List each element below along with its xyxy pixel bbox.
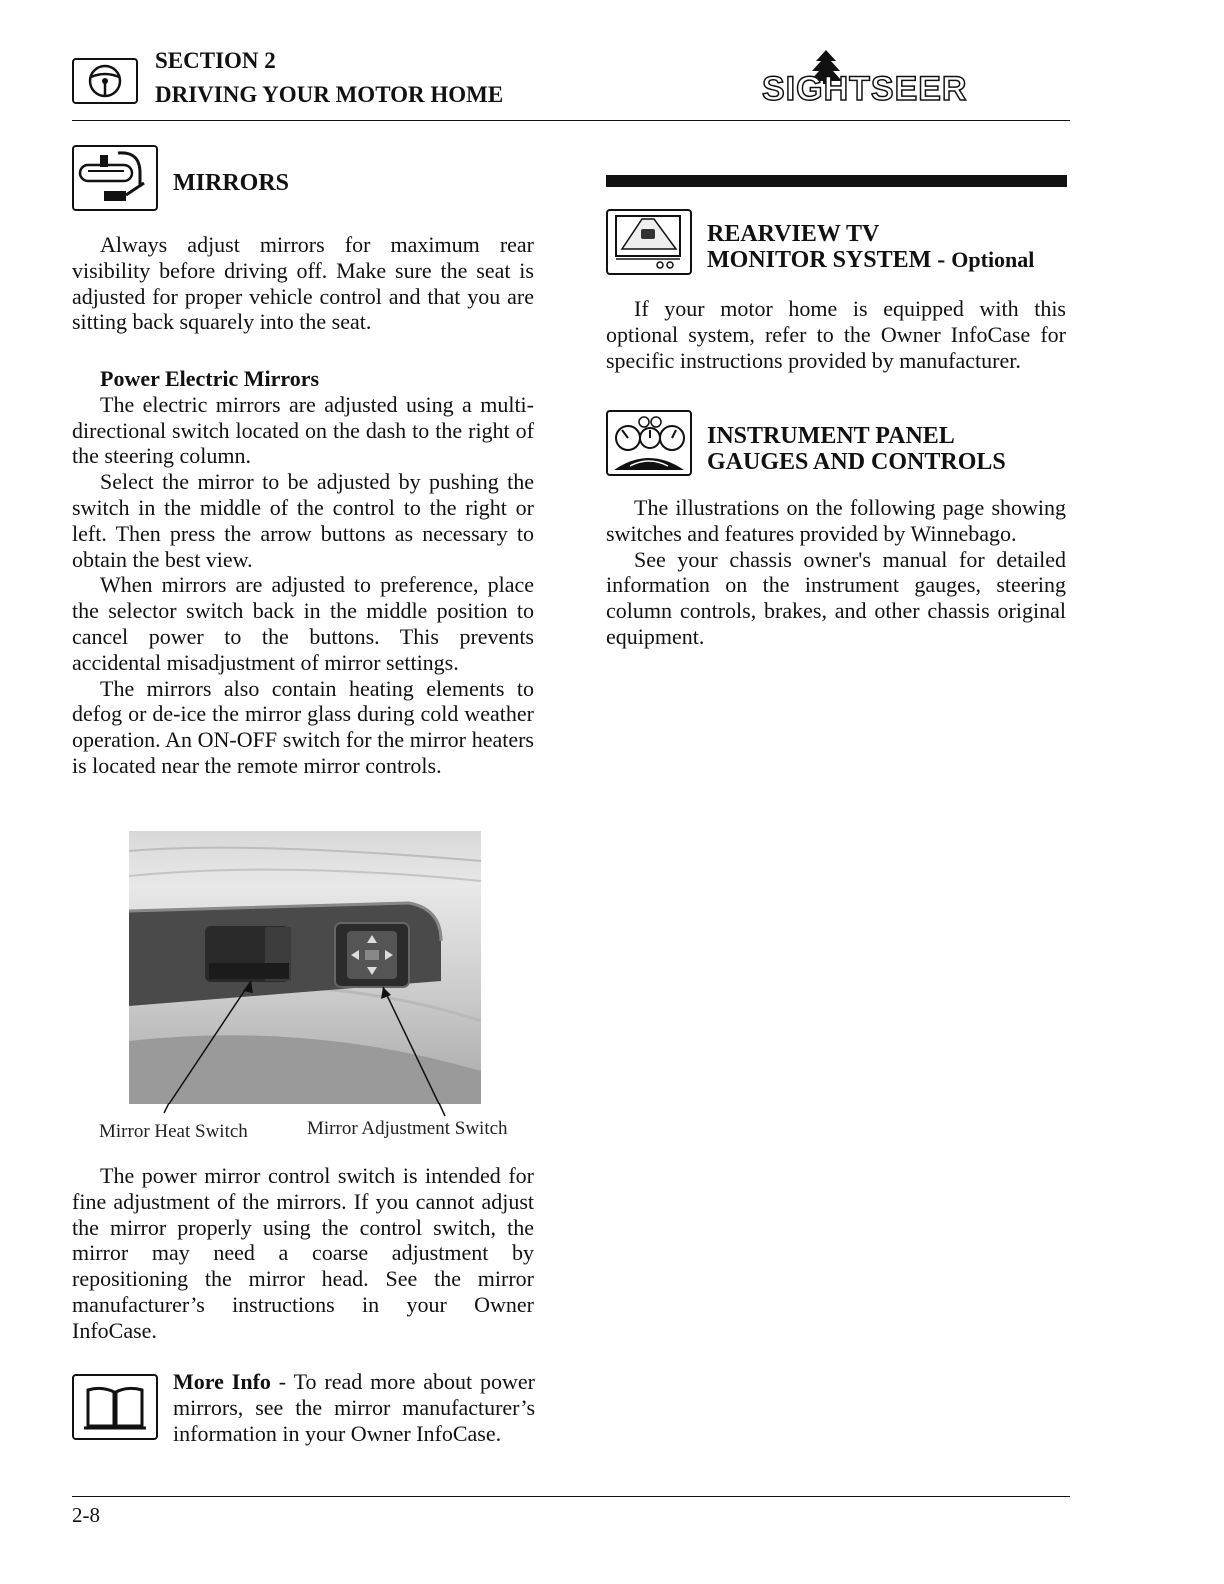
- mirror-icon: [72, 145, 158, 211]
- brand-logo: [762, 50, 1072, 112]
- power-mirrors-p2: Select the mirror to be adjusted by pushing the switch in the middle of the control to the right or left. Then press the arrow buttons as necessary to obtain the best view.: [72, 469, 534, 572]
- instrument-heading-line1: INSTRUMENT PANEL: [707, 423, 955, 449]
- caption-mirror-heat-switch: Mirror Heat Switch: [99, 1121, 248, 1142]
- more-info-label: More Info: [173, 1369, 271, 1394]
- rearview-heading-line2: [707, 247, 1034, 273]
- page-number: 2-8: [72, 1503, 100, 1527]
- rearview-text: [606, 296, 1066, 373]
- mirrors-heading: MIRRORS: [173, 170, 290, 196]
- brand-name: SIGHTSEER: [762, 70, 968, 108]
- rearview-paragraph: If your motor home is equipped with this optional system, refer to the Owner InfoCase for specific instructions provided by manufacturer.: [606, 296, 1066, 373]
- book-icon: [72, 1374, 158, 1440]
- mirrors-intro-text: Always adjust mirrors for maximum rear visibility before driving off. Make sure the seat is adjusted for proper vehicle control and that you are sitting back squarely into the seat.: [72, 232, 534, 335]
- instrument-p2: See your chassis owner's manual for detailed information on the instrument gauges, steering column controls, brakes, and other chassis original equipment.: [606, 546, 1066, 649]
- more-info-paragraph: [173, 1369, 535, 1446]
- power-mirror-fine-adjust: [72, 1163, 534, 1344]
- header-divider: [72, 120, 1070, 121]
- steering-wheel-icon: [72, 58, 138, 104]
- gauges-icon: [606, 410, 692, 476]
- power-mirrors-heading: Power Electric Mirrors: [100, 366, 320, 391]
- instrument-heading-line2: GAUGES AND CONTROLS: [707, 449, 1006, 475]
- footer-divider: [72, 1496, 1070, 1497]
- rearview-heading-text: MONITOR SYSTEM -: [707, 247, 952, 273]
- power-mirror-fine-adjust-text: The power mirror control switch is intended for fine adjustment of the mirrors. If you cannot adjust the mirror properly using the control switch, the mirror may need a coarse adjustment by repositioning the mirror head. See the mirror manufacturer’s instructions in your Owner InfoCase.: [72, 1163, 534, 1343]
- power-mirrors-section: [72, 366, 534, 779]
- section-label: SECTION 2: [155, 48, 276, 73]
- power-mirrors-p1: The electric mirrors are adjusted using a multi-directional switch located on the dash to the right of the steering column.: [72, 391, 534, 469]
- mirror-switch-photo: [129, 831, 481, 1104]
- instrument-text: [606, 495, 1066, 650]
- caption-mirror-adjustment-switch: Mirror Adjustment Switch: [307, 1118, 508, 1139]
- more-info-note: [173, 1369, 535, 1446]
- column-top-bar: [606, 175, 1067, 187]
- rearview-optional: Optional: [951, 247, 1035, 272]
- mirrors-intro: [72, 232, 534, 335]
- power-mirrors-p3: When mirrors are adjusted to preference, place the selector switch back in the middle position to cancel power to the buttons. This prevents accidental misadjustment of mirror settings.: [72, 572, 534, 675]
- section-title: DRIVING YOUR MOTOR HOME: [155, 82, 504, 107]
- power-mirrors-p4: The mirrors also contain heating elements to defog or de-ice the mirror glass during cold weather operation. An ON-OFF switch for the mirror heaters is located near the remote mirror controls.: [72, 675, 534, 778]
- instrument-p1: The illustrations on the following page showing switches and features provided by Winnebago.: [606, 495, 1066, 546]
- tv-monitor-icon: [606, 209, 692, 275]
- more-info-text: - To read more about power mirrors, see the mirror manufacturer’s information in your Owner InfoCase.: [173, 1369, 535, 1446]
- rearview-heading-line1: REARVIEW TV: [707, 221, 880, 247]
